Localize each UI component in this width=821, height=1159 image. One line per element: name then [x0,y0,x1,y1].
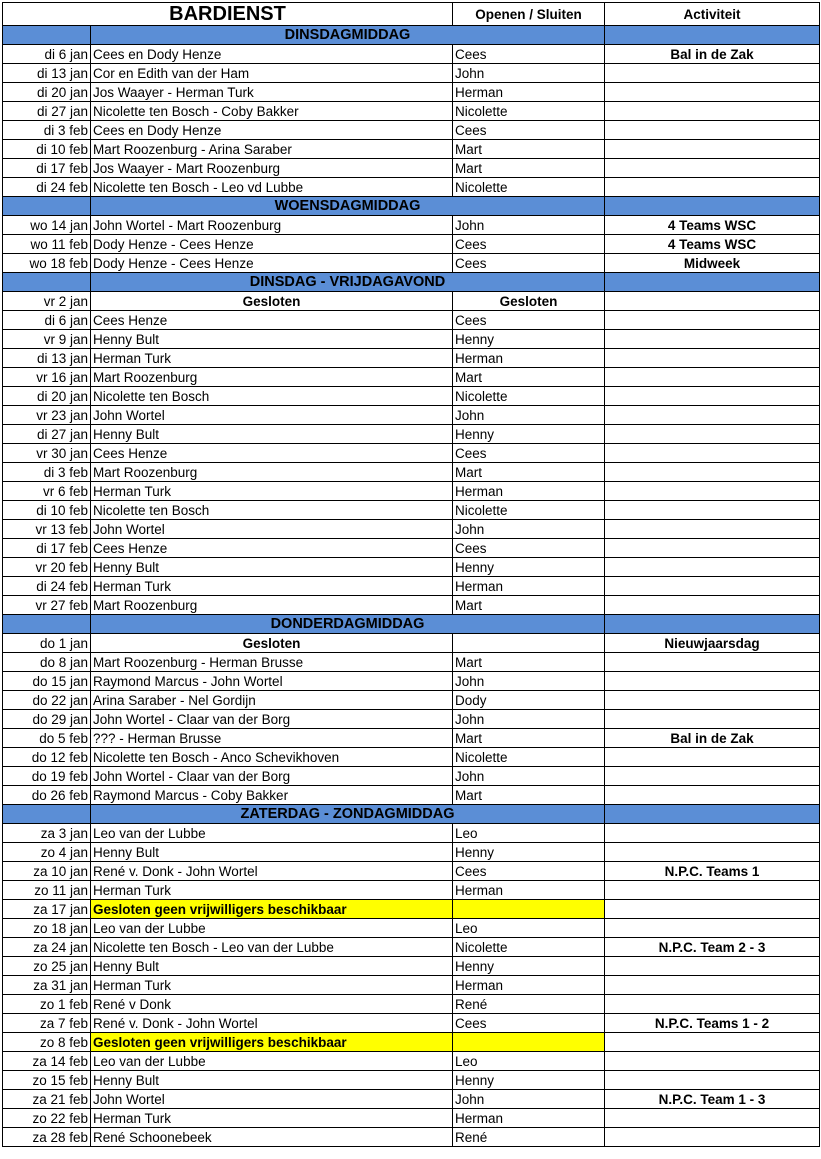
row-date: za 21 feb [3,1090,91,1109]
row-open-close: John [453,710,605,729]
row-date: di 27 jan [3,102,91,121]
row-names: Gesloten geen vrijwilligers beschikbaar [91,1033,453,1052]
row-names: Mart Roozenburg [91,463,453,482]
row-open-close: John [453,672,605,691]
section-header [3,615,820,634]
table-row [3,539,820,558]
table-row [3,292,820,311]
schedule-body [3,3,820,1147]
row-activity [605,596,820,615]
table-row [3,45,820,64]
table-row [3,102,820,121]
row-activity [605,292,820,311]
row-names: René v. Donk - John Wortel [91,862,453,881]
table-row [3,178,820,197]
row-open-close: Cees [453,444,605,463]
row-activity: 4 Teams WSC [605,235,820,254]
row-date: di 10 feb [3,501,91,520]
row-activity: 4 Teams WSC [605,216,820,235]
table-row [3,482,820,501]
row-open-close: Mart [453,159,605,178]
section-header-spacer [3,273,91,292]
row-names: Cees Henze [91,539,453,558]
table-row [3,1052,820,1071]
table-row [3,843,820,862]
row-activity [605,520,820,539]
row-activity [605,140,820,159]
row-date: di 20 jan [3,387,91,406]
table-row [3,710,820,729]
row-open-close: Herman [453,976,605,995]
row-open-close: Henny [453,330,605,349]
row-activity [605,501,820,520]
row-date: zo 18 jan [3,919,91,938]
row-names: Cor en Edith van der Ham [91,64,453,83]
section-title: WOENSDAGMIDDAG [91,197,605,216]
table-row [3,672,820,691]
row-open-close: Henny [453,425,605,444]
table-row [3,767,820,786]
table-row [3,824,820,843]
row-date: za 17 jan [3,900,91,919]
row-date: zo 1 feb [3,995,91,1014]
row-date: vr 9 jan [3,330,91,349]
section-header-spacer [605,615,820,634]
row-names: Henny Bult [91,957,453,976]
row-activity [605,463,820,482]
section-header-spacer [605,26,820,45]
row-open-close: Cees [453,862,605,881]
row-date: vr 2 jan [3,292,91,311]
row-activity: N.P.C. Team 2 - 3 [605,938,820,957]
row-date: do 19 feb [3,767,91,786]
row-open-close: Henny [453,957,605,976]
row-activity [605,425,820,444]
column-header-activity: Activiteit [605,3,820,26]
row-open-close: Leo [453,919,605,938]
row-names: Henny Bult [91,558,453,577]
row-open-close: John [453,406,605,425]
row-names: Henny Bult [91,1071,453,1090]
row-open-close: Cees [453,1014,605,1033]
section-header-spacer [3,615,91,634]
row-activity: Bal in de Zak [605,45,820,64]
table-row [3,558,820,577]
row-open-close [453,634,605,653]
row-date: za 3 jan [3,824,91,843]
row-date: wo 14 jan [3,216,91,235]
row-date: zo 25 jan [3,957,91,976]
row-names: Nicolette ten Bosch - Leo van der Lubbe [91,938,453,957]
table-row [3,1033,820,1052]
table-row [3,577,820,596]
table-row [3,121,820,140]
row-date: do 12 feb [3,748,91,767]
section-header [3,197,820,216]
row-date: di 6 jan [3,311,91,330]
section-header-spacer [3,26,91,45]
row-names: Nicolette ten Bosch - Leo vd Lubbe [91,178,453,197]
row-names: John Wortel [91,1090,453,1109]
row-activity [605,406,820,425]
row-activity [605,83,820,102]
row-date: za 14 feb [3,1052,91,1071]
row-open-close: René [453,995,605,1014]
row-activity [605,159,820,178]
row-date: di 13 jan [3,349,91,368]
row-activity [605,558,820,577]
row-open-close: René [453,1128,605,1147]
section-header-spacer [605,197,820,216]
row-names: Gesloten [91,292,453,311]
row-date: vr 6 feb [3,482,91,501]
row-date: zo 11 jan [3,881,91,900]
row-names: Leo van der Lubbe [91,1052,453,1071]
row-open-close: Mart [453,653,605,672]
row-names: Henny Bult [91,843,453,862]
table-row [3,368,820,387]
row-names: Arina Saraber - Nel Gordijn [91,691,453,710]
row-activity [605,672,820,691]
row-date: vr 13 feb [3,520,91,539]
row-activity [605,824,820,843]
table-row [3,976,820,995]
table-row [3,1071,820,1090]
row-names: Cees Henze [91,444,453,463]
schedule-table [2,2,820,1147]
row-names: Herman Turk [91,482,453,501]
section-title: DONDERDAGMIDDAG [91,615,605,634]
table-row [3,520,820,539]
table-row [3,900,820,919]
section-header [3,805,820,824]
row-date: di 10 feb [3,140,91,159]
row-date: do 26 feb [3,786,91,805]
row-date: di 17 feb [3,539,91,558]
row-names: Henny Bult [91,425,453,444]
row-open-close: Leo [453,824,605,843]
row-open-close: Nicolette [453,501,605,520]
row-open-close: Nicolette [453,178,605,197]
row-names: John Wortel [91,406,453,425]
row-names: Nicolette ten Bosch [91,387,453,406]
row-date: za 24 jan [3,938,91,957]
row-activity [605,311,820,330]
table-row [3,235,820,254]
section-header-spacer [605,805,820,824]
table-row [3,995,820,1014]
row-date: vr 23 jan [3,406,91,425]
row-names: Dody Henze - Cees Henze [91,235,453,254]
row-date: do 5 feb [3,729,91,748]
row-date: di 13 jan [3,64,91,83]
row-date: di 24 feb [3,577,91,596]
row-activity: N.P.C. Teams 1 - 2 [605,1014,820,1033]
table-row [3,1109,820,1128]
row-names: Herman Turk [91,349,453,368]
row-open-close: Cees [453,235,605,254]
row-activity [605,881,820,900]
row-names: Herman Turk [91,881,453,900]
row-names: Mart Roozenburg - Arina Saraber [91,140,453,159]
section-header [3,273,820,292]
bardienst-sheet [2,2,819,1147]
row-names: René Schoonebeek [91,1128,453,1147]
section-header-spacer [3,197,91,216]
row-open-close: Mart [453,786,605,805]
table-row [3,159,820,178]
table-row [3,786,820,805]
row-date: zo 8 feb [3,1033,91,1052]
row-open-close: Nicolette [453,387,605,406]
row-names: Mart Roozenburg - Herman Brusse [91,653,453,672]
row-open-close: Herman [453,349,605,368]
table-row [3,83,820,102]
table-row [3,406,820,425]
row-activity: Bal in de Zak [605,729,820,748]
row-names: Raymond Marcus - Coby Bakker [91,786,453,805]
row-names: Henny Bult [91,330,453,349]
row-date: di 20 jan [3,83,91,102]
table-row [3,596,820,615]
table-row [3,349,820,368]
table-row [3,729,820,748]
row-open-close: John [453,1090,605,1109]
row-date: za 31 jan [3,976,91,995]
table-row [3,216,820,235]
row-names: Nicolette ten Bosch - Coby Bakker [91,102,453,121]
row-activity [605,1052,820,1071]
table-row [3,444,820,463]
row-open-close: Herman [453,482,605,501]
row-open-close: John [453,767,605,786]
row-date: vr 30 jan [3,444,91,463]
row-activity [605,444,820,463]
row-activity [605,387,820,406]
row-activity: N.P.C. Team 1 - 3 [605,1090,820,1109]
page-title: BARDIENST [3,3,453,26]
row-activity [605,710,820,729]
row-open-close: Herman [453,881,605,900]
row-names: René v. Donk - John Wortel [91,1014,453,1033]
row-names: John Wortel [91,520,453,539]
row-date: do 1 jan [3,634,91,653]
row-date: do 22 jan [3,691,91,710]
row-activity [605,178,820,197]
row-activity [605,1128,820,1147]
row-date: zo 22 feb [3,1109,91,1128]
section-header-spacer [3,805,91,824]
row-date: di 6 jan [3,45,91,64]
row-open-close: Cees [453,539,605,558]
row-names: René v Donk [91,995,453,1014]
row-open-close: Nicolette [453,938,605,957]
row-names: Gesloten geen vrijwilligers beschikbaar [91,900,453,919]
table-row [3,140,820,159]
row-activity [605,102,820,121]
row-activity [605,368,820,387]
row-activity [605,349,820,368]
row-activity [605,691,820,710]
header-row [3,3,820,26]
row-activity [605,748,820,767]
table-row [3,1014,820,1033]
row-names: Herman Turk [91,976,453,995]
row-date: di 24 feb [3,178,91,197]
table-row [3,463,820,482]
row-activity [605,995,820,1014]
table-row [3,862,820,881]
table-row [3,957,820,976]
table-row [3,311,820,330]
table-row [3,254,820,273]
row-names: Mart Roozenburg [91,368,453,387]
row-date: wo 18 feb [3,254,91,273]
row-open-close: Herman [453,577,605,596]
row-open-close: Henny [453,1071,605,1090]
row-date: vr 27 feb [3,596,91,615]
row-activity [605,976,820,995]
row-date: di 3 feb [3,121,91,140]
row-date: za 28 feb [3,1128,91,1147]
row-open-close: Leo [453,1052,605,1071]
section-title: ZATERDAG - ZONDAGMIDDAG [91,805,605,824]
table-row [3,425,820,444]
row-activity [605,653,820,672]
row-open-close: Mart [453,463,605,482]
section-header-spacer [605,273,820,292]
row-names: Jos Waayer - Herman Turk [91,83,453,102]
row-activity [605,843,820,862]
column-header-open: Openen / Sluiten [453,3,605,26]
row-date: zo 4 jan [3,843,91,862]
section-title: DINSDAGMIDDAG [91,26,605,45]
table-row [3,653,820,672]
row-activity [605,957,820,976]
row-activity [605,786,820,805]
row-names: John Wortel - Claar van der Borg [91,767,453,786]
row-open-close: Cees [453,121,605,140]
row-date: di 27 jan [3,425,91,444]
row-activity [605,900,820,919]
row-names: Herman Turk [91,577,453,596]
row-open-close: Nicolette [453,748,605,767]
row-names: Dody Henze - Cees Henze [91,254,453,273]
row-activity: Nieuwjaarsdag [605,634,820,653]
row-names: Nicolette ten Bosch - Anco Schevikhoven [91,748,453,767]
row-open-close: John [453,64,605,83]
table-row [3,330,820,349]
row-activity [605,577,820,596]
table-row [3,919,820,938]
table-row [3,1090,820,1109]
row-date: zo 15 feb [3,1071,91,1090]
row-open-close: Mart [453,729,605,748]
row-date: di 17 feb [3,159,91,178]
row-open-close: Mart [453,140,605,159]
row-date: vr 20 feb [3,558,91,577]
row-names: John Wortel - Claar van der Borg [91,710,453,729]
row-open-close: Cees [453,45,605,64]
row-open-close: Mart [453,368,605,387]
row-names: Cees en Dody Henze [91,121,453,140]
row-names: Gesloten [91,634,453,653]
row-names: Cees en Dody Henze [91,45,453,64]
table-row [3,691,820,710]
row-activity [605,919,820,938]
row-activity [605,539,820,558]
row-date: vr 16 jan [3,368,91,387]
row-activity [605,482,820,501]
row-names: Leo van der Lubbe [91,919,453,938]
row-open-close: Cees [453,254,605,273]
row-names: Leo van der Lubbe [91,824,453,843]
row-open-close: Nicolette [453,102,605,121]
row-date: di 3 feb [3,463,91,482]
row-names: Herman Turk [91,1109,453,1128]
section-title: DINSDAG - VRIJDAGAVOND [91,273,605,292]
table-row [3,501,820,520]
row-open-close: Henny [453,558,605,577]
row-activity [605,767,820,786]
row-names: Jos Waayer - Mart Roozenburg [91,159,453,178]
row-open-close [453,900,605,919]
row-open-close: Herman [453,1109,605,1128]
row-names: Mart Roozenburg [91,596,453,615]
row-open-close: John [453,216,605,235]
table-row [3,938,820,957]
row-names: John Wortel - Mart Roozenburg [91,216,453,235]
row-names: Nicolette ten Bosch [91,501,453,520]
row-activity [605,64,820,83]
row-open-close: Dody [453,691,605,710]
row-open-close: John [453,520,605,539]
section-header [3,26,820,45]
row-date: do 29 jan [3,710,91,729]
table-row [3,634,820,653]
row-open-close: Gesloten [453,292,605,311]
row-activity [605,1109,820,1128]
table-row [3,881,820,900]
row-open-close: Cees [453,311,605,330]
row-activity: N.P.C. Teams 1 [605,862,820,881]
row-date: do 15 jan [3,672,91,691]
row-names: Raymond Marcus - John Wortel [91,672,453,691]
table-row [3,64,820,83]
row-open-close: Henny [453,843,605,862]
row-date: do 8 jan [3,653,91,672]
row-open-close: Herman [453,83,605,102]
row-activity [605,121,820,140]
row-open-close: Mart [453,596,605,615]
row-date: za 7 feb [3,1014,91,1033]
row-names: ??? - Herman Brusse [91,729,453,748]
row-open-close [453,1033,605,1052]
row-activity [605,330,820,349]
table-row [3,387,820,406]
table-row [3,748,820,767]
row-date: wo 11 feb [3,235,91,254]
row-activity: Midweek [605,254,820,273]
row-names: Cees Henze [91,311,453,330]
row-activity [605,1033,820,1052]
row-activity [605,1071,820,1090]
row-date: za 10 jan [3,862,91,881]
table-row [3,1128,820,1147]
